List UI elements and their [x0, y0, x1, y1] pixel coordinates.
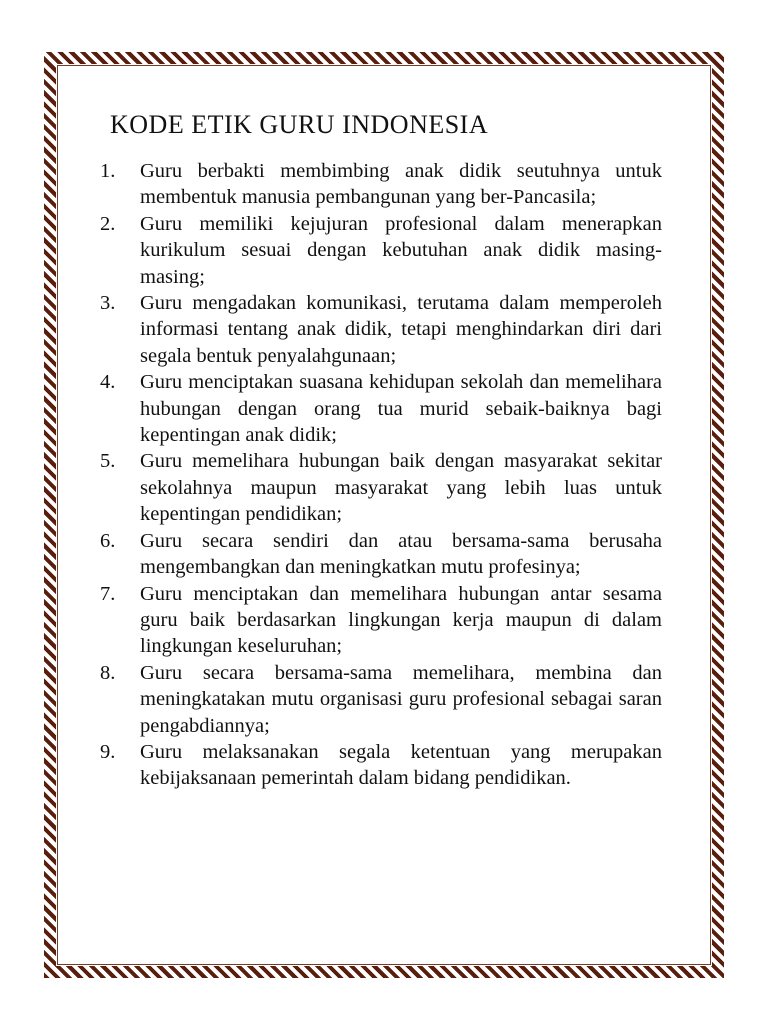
list-item: [100, 158, 662, 211]
item-number: 4.: [100, 371, 116, 394]
item-text: Guru memelihara hubungan baik dengan masyarakat sekitar sekolahnya maupun masyarakat yang lebih luas untuk kepentingan pendidikan;: [140, 450, 662, 526]
code-of-ethics-list: [100, 158, 662, 792]
item-text: Guru secara sendiri dan atau bersama-sama berusaha mengembangkan dan meningkatkan mutu profesinya;: [140, 529, 662, 579]
item-text: Guru memiliki kejujuran profesional dalam menerapkan kurikulum sesuai dengan kebutuhan anak didik masing-masing;: [140, 212, 662, 288]
item-text: Guru melaksanakan segala ketentuan yang merupakan kebijaksanaan pemerintah dalam bidang pendidikan.: [140, 740, 662, 790]
item-number: 6.: [100, 529, 116, 552]
list-item: [100, 211, 662, 290]
item-number: 8.: [100, 661, 116, 684]
item-text: Guru secara bersama-sama memelihara, membina dan meningkatakan mutu organisasi guru profesional sebagai saran pengabdiannya;: [140, 661, 662, 737]
item-text: Guru menciptakan dan memelihara hubungan antar sesama guru baik berdasarkan lingkungan kerja maupun di dalam lingkungan keseluruhan;: [140, 582, 662, 658]
list-item: [100, 448, 662, 527]
item-number: 9.: [100, 740, 116, 763]
item-text: Guru berbakti membimbing anak didik seutuhnya untuk membentuk manusia pembangunan yang ber-Pancasila;: [140, 160, 662, 209]
item-number: 5.: [100, 450, 116, 473]
list-item: [100, 739, 662, 792]
list-item: [100, 581, 662, 660]
document-title: KODE ETIK GURU INDONESIA: [110, 110, 489, 139]
list-item: [100, 528, 662, 581]
item-number: 2.: [100, 212, 116, 235]
item-number: 3.: [100, 292, 116, 315]
list-item: [100, 660, 662, 739]
list-item: [100, 290, 662, 369]
item-text: Guru mengadakan komunikasi, terutama dalam memperoleh informasi tentang anak didik, tetapi menghindarkan diri dari segala bentuk penyalahgunaan;: [140, 292, 662, 367]
item-number: 1.: [100, 160, 116, 182]
list-item: [100, 369, 662, 448]
item-text: Guru menciptakan suasana kehidupan sekolah dan memelihara hubungan dengan orang tua murid sebaik-baiknya bagi kepentingan anak didik;: [140, 371, 662, 447]
item-number: 7.: [100, 582, 116, 605]
